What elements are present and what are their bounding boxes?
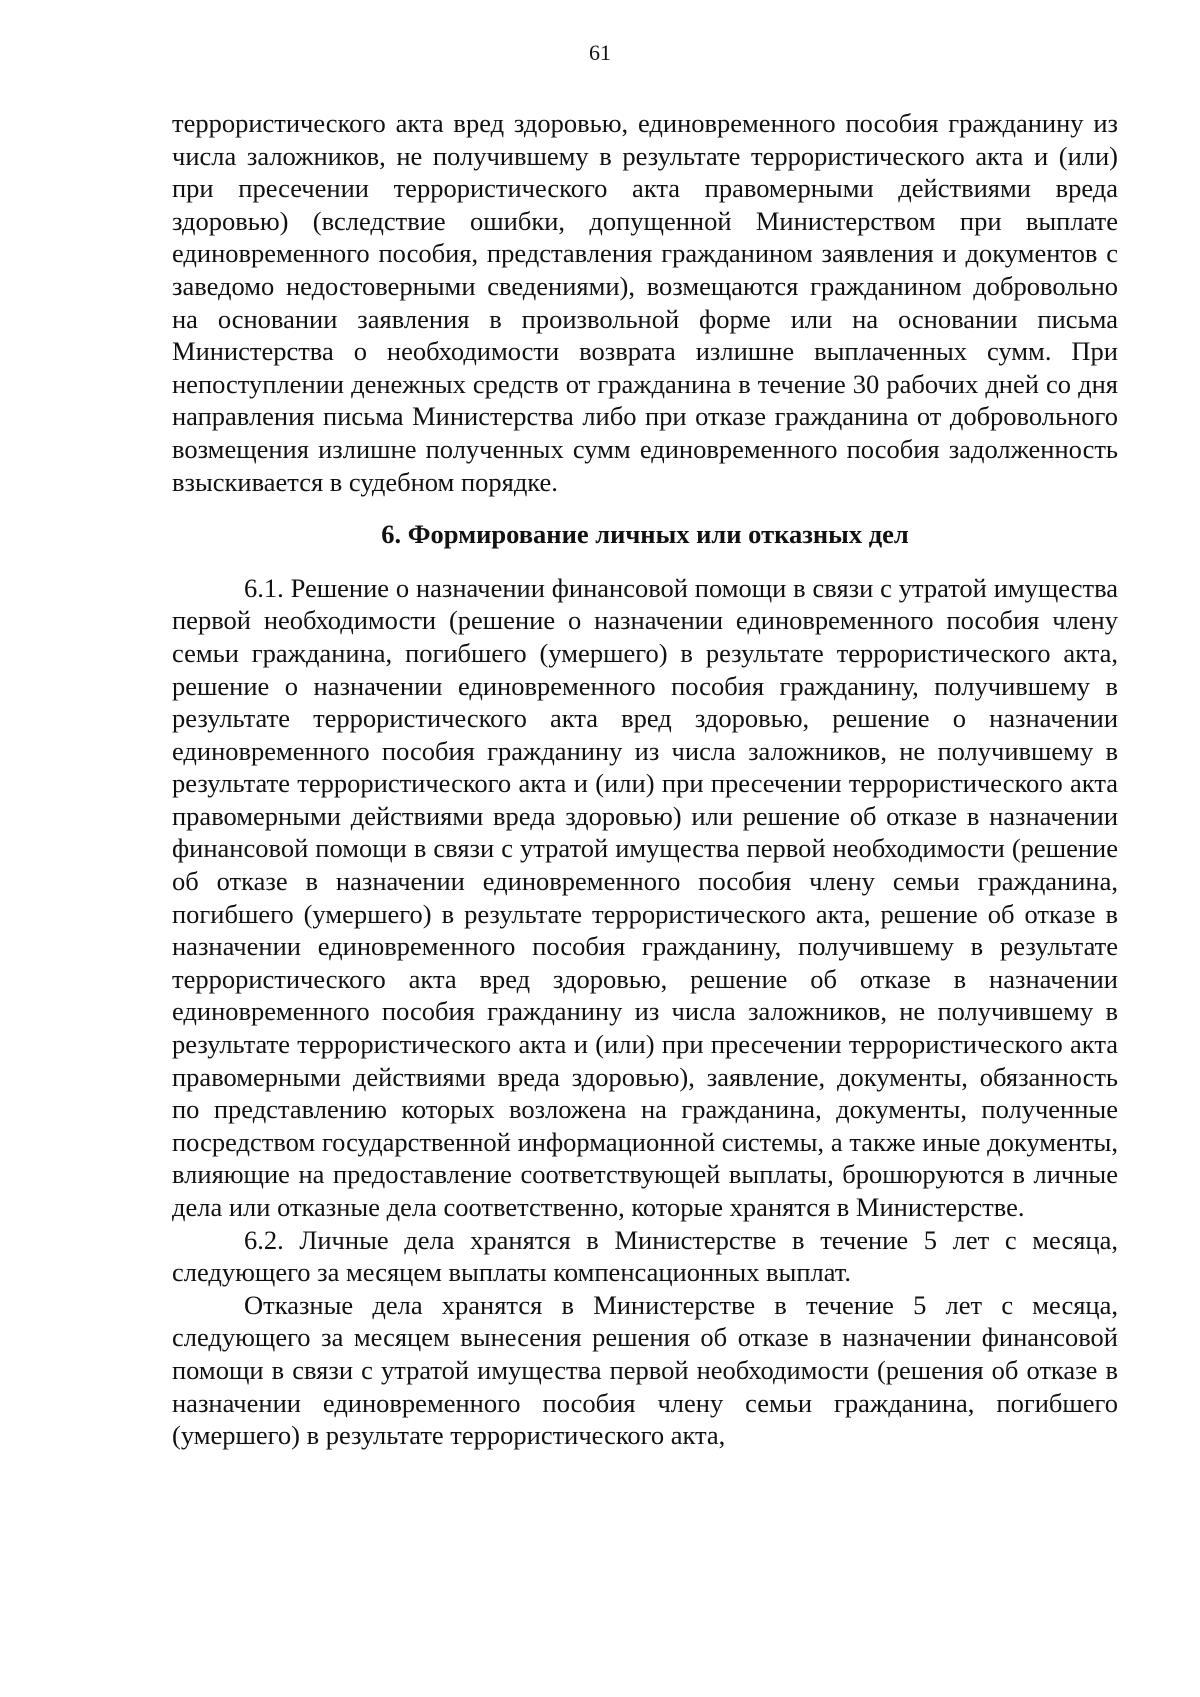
paragraph-refusal-files: Отказные дела хранятся в Министерстве в течение 5 лет с месяца, следующего за месяцем вынесения решения об отказе в назначении финансовой помощи в связи с утратой имущества первой необходимости (решения об отказе в назначении единовременного пособия члену семьи гражданина, погибшего (умершего) в результате террористического акта,	[172, 1289, 1118, 1451]
paragraph-continuation: террористического акта вред здоровью, единовременного пособия гражданину из числа заложников, не получившему в результате террористического акта и (или) при пресечении террористического акта правомерными действиями вреда здоровью) (вследствие ошибки, допущенной Министерством при выплате единовременного пособия, представления гражданином заявления и документов с заведомо недостоверными сведениями), возмещаются гражданином добровольно на основании заявления в произвольной форме или на основании письма Министерства о необходимости возврата излишне выплаченных сумм. При непоступлении денежных средств от гражданина в течение 30 рабочих дней со дня направления письма Министерства либо при отказе гражданина от добровольного возмещения излишне полученных сумм единовременного пособия задолженность взыскивается в судебном порядке.	[172, 108, 1118, 497]
page-number: 61	[589, 40, 611, 65]
section-heading: 6. Формирование личных или отказных дел	[381, 519, 909, 550]
paragraph-6-1: 6.1. Решение о назначении финансовой помощи в связи с утратой имущества первой необходимости (решение о назначении единовременного пособия члену семьи гражданина, погибшего (умершего) в результате террористического акта, решение о назначении единовременного пособия гражданину, получившему в результате террористического акта вред здоровью, решение о назначении единовременного пособия гражданину из числа заложников, не получившему в результате террористического акта и (или) при пресечении террористического акта правомерными действиями вреда здоровью) или решение об отказе в назначении финансовой помощи в связи с утратой имущества первой необходимости (решение об отказе в назначении единовременного пособия члену семьи гражданина, погибшего (умершего) в результате террористического акта, решение об отказе в назначении единовременного пособия гражданину, получившему в результате террористического акта вред здоровью, решение об отказе в назначении единовременного пособия гражданину из числа заложников, не получившему в результате террористического акта и (или) при пресечении террористического акта правомерными действиями вреда здоровью), заявление, документы, обязанность по представлению которых возложена на гражданина, документы, полученные посредством государственной информационной системы, а также иные документы, влияющие на предоставление соответствующей выплаты, брошюруются в личные дела или отказные дела соответственно, которые хранятся в Министерстве.	[172, 572, 1118, 1222]
document-body	[172, 107, 1118, 1452]
paragraph-6-2: 6.2. Личные дела хранятся в Министерстве в течение 5 лет с месяца, следующего за месяцем выплаты компенсационных выплат.	[172, 1224, 1118, 1288]
